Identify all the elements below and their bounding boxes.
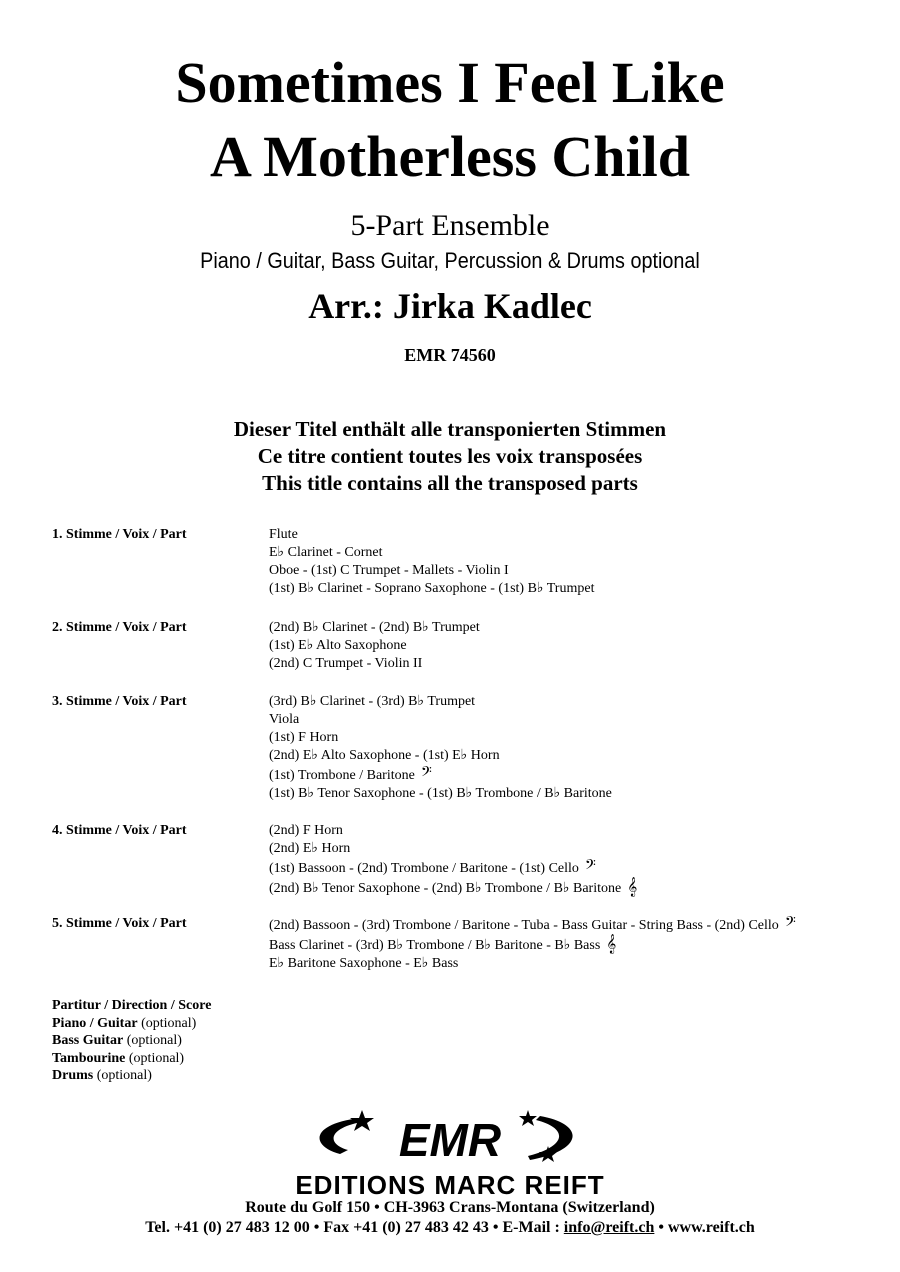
instrument-line: (2nd) F Horn (269, 823, 343, 838)
contact-phone-fax: Tel. +41 (0) 27 483 12 00 • Fax +41 (0) 27 483 42 43 • E-Mail : (145, 1219, 564, 1236)
instrument-line: (2nd) E♭ Horn (269, 841, 351, 856)
instrument-line (269, 878, 637, 898)
score-item-note: (optional) (137, 1015, 197, 1031)
instrument-line: E♭ Clarinet - Cornet (269, 545, 383, 560)
arranger: Arr.: Jirka Kadlec (308, 286, 592, 326)
score-item (52, 1050, 211, 1068)
score-item (52, 1067, 211, 1085)
notice-english: This title contains all the transposed parts (262, 471, 638, 495)
instrument-line: (1st) B♭ Clarinet - Soprano Saxophone - (1st) B♭ Trumpet (269, 581, 595, 596)
score-item (52, 1015, 211, 1033)
score-item-name: Partitur / Direction / Score (52, 998, 212, 1013)
instrument-line (269, 765, 612, 785)
publisher-contact (0, 1218, 900, 1238)
title-line-1: Sometimes I Feel Like (175, 50, 725, 115)
bass-clef-icon: 𝄢 (584, 857, 596, 877)
score-item-name: Tambourine (52, 1050, 126, 1066)
instrument-text: Bass Clarinet - (3rd) B♭ Trombone / B♭ Baritone - B♭ Bass (269, 938, 601, 953)
star-icon (519, 1110, 537, 1126)
instrument-line (269, 935, 796, 955)
score-item-note: (optional) (125, 1050, 185, 1066)
email-link[interactable]: info@reift.ch (563, 1219, 655, 1236)
instrument-line: Viola (269, 712, 300, 727)
catalog-number: EMR 74560 (404, 345, 496, 365)
score-item-note: (optional) (123, 1033, 182, 1048)
bass-clef-icon: 𝄢 (420, 764, 432, 784)
instrument-line: (1st) B♭ Tenor Saxophone - (1st) B♭ Trombone / B♭ Baritone (269, 786, 612, 801)
score-item (52, 997, 211, 1015)
part-3-label: 3. Stimme / Voix / Part (52, 694, 187, 709)
optional-instruments: Piano / Guitar, Bass Guitar, Percussion & Drums optional (200, 248, 700, 273)
instrument-line (269, 915, 796, 935)
treble-clef-icon: 𝄞 (606, 934, 617, 954)
instrument-line: (2nd) C Trumpet - Violin II (269, 656, 423, 671)
part-2-instruments (269, 619, 480, 673)
instrument-text: (2nd) Bassoon - (3rd) Trombone / Baritone - Tuba - Bass Guitar - String Bass - (2nd) Cello (269, 918, 779, 933)
instrument-line: Oboe - (1st) C Trumpet - Mallets - Violin I (269, 563, 509, 578)
instrument-line: (1st) E♭ Alto Saxophone (269, 638, 407, 653)
ensemble-subtitle: 5-Part Ensemble (350, 209, 550, 242)
title-line-2: A Motherless Child (209, 124, 691, 189)
instrument-line: (3rd) B♭ Clarinet - (3rd) B♭ Trumpet (269, 694, 476, 709)
instrument-text: (2nd) B♭ Tenor Saxophone - (2nd) B♭ Trombone / B♭ Baritone (269, 881, 622, 896)
emr-logo (300, 1106, 600, 1172)
instrument-line (269, 858, 637, 878)
part-5-label: 5. Stimme / Voix / Part (52, 916, 187, 931)
publisher-name: EDITIONS MARC REIFT (295, 1170, 605, 1200)
part-3-instruments (269, 693, 612, 803)
part-1-label: 1. Stimme / Voix / Part (52, 527, 187, 542)
notice-french: Ce titre contient toutes les voix transposées (257, 444, 643, 468)
score-item-note: (optional) (93, 1068, 152, 1083)
score-list (52, 997, 211, 1085)
instrument-line: (2nd) E♭ Alto Saxophone - (1st) E♭ Horn (269, 748, 500, 763)
instrument-line: E♭ Baritone Saxophone - E♭ Bass (269, 956, 459, 971)
score-item-name: Piano / Guitar (52, 1015, 138, 1031)
score-item (52, 1032, 211, 1050)
bass-clef-icon: 𝄢 (784, 914, 796, 934)
publisher-address: Route du Golf 150 • CH-3963 Crans-Montana (Switzerland) (245, 1199, 655, 1216)
instrument-text: (1st) Bassoon - (2nd) Trombone / Baritone - (1st) Cello (269, 861, 579, 876)
score-item-name: Drums (52, 1068, 94, 1083)
instrument-line: (2nd) B♭ Clarinet - (2nd) B♭ Trumpet (269, 620, 480, 635)
instrument-line: (1st) F Horn (269, 730, 339, 745)
part-2-label: 2. Stimme / Voix / Part (52, 620, 187, 635)
part-4-label: 4. Stimme / Voix / Part (52, 823, 187, 838)
logo-swoosh-left (320, 1118, 362, 1154)
treble-clef-icon: 𝄞 (627, 877, 638, 897)
score-item-name: Bass Guitar (52, 1033, 124, 1048)
part-1-instruments (269, 526, 594, 598)
contact-website[interactable]: • www.reift.ch (654, 1219, 755, 1236)
star-icon (350, 1110, 374, 1131)
part-5-instruments (269, 915, 796, 973)
notice-german: Dieser Titel enthält alle transponierten Stimmen (233, 417, 667, 441)
instrument-text: (1st) Trombone / Baritone (269, 768, 415, 783)
part-4-instruments (269, 822, 637, 898)
logo-text: EMR (398, 1114, 502, 1166)
instrument-line: Flute (269, 527, 298, 542)
